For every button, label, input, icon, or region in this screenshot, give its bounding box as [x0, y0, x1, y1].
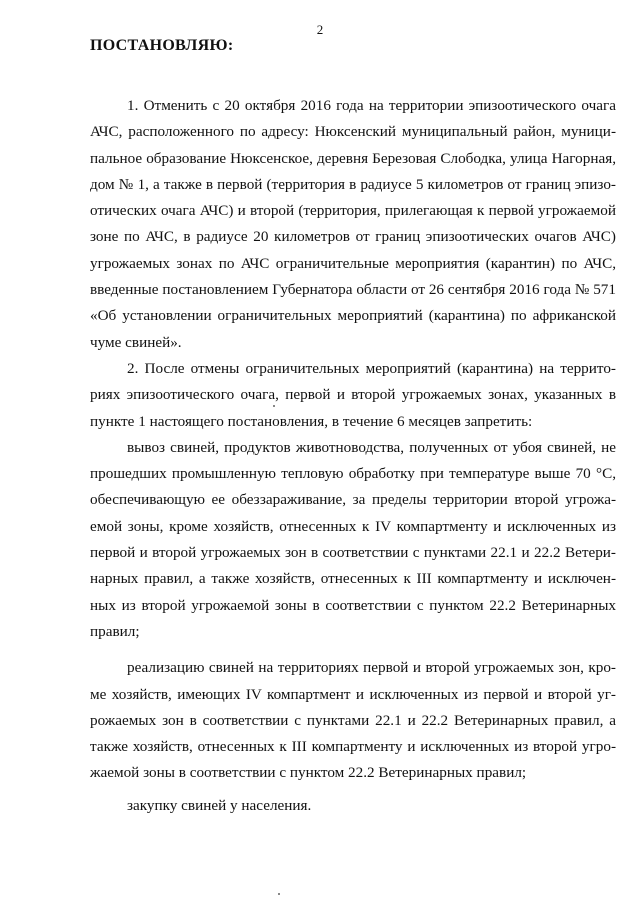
text-line: угрожаемых зонах по АЧС ограничительные мероприятия (карантин) по АЧС,: [90, 254, 616, 272]
text-line: емой зоны, кроме хозяйств, отнесенных к IV компартменту и исключенных из: [90, 517, 616, 535]
resolution-heading: ПОСТАНОВЛЯЮ:: [90, 37, 234, 54]
document-body: [90, 93, 616, 819]
paragraph-1: [90, 93, 616, 356]
text-line: пальное образование Нюксенское, деревня Березовая Слободка, улица Нагорная,: [90, 149, 616, 167]
text-line: вывоз свиней, продуктов животноводства, полученных от убоя свиней, не: [127, 438, 616, 456]
paragraph-4: [90, 655, 616, 786]
paragraph-2: [90, 356, 616, 435]
text-line: дом № 1, а также в первой (территория в радиусе 5 километров от границ эпизо-: [90, 175, 616, 193]
text-line: обеспечивающую ее обеззараживание, за пределы территории второй угрожа-: [90, 491, 616, 509]
text-line: 2. После отмены ограничительных мероприятий (карантина) на террито-: [127, 359, 616, 377]
text-line: реализацию свиней на территориях первой и второй угрожаемых зон, кро-: [127, 659, 616, 677]
text-line: рожаемых зон в соответствии с пунктами 22.1 и 22.2 Ветеринарных правил, а: [90, 711, 616, 729]
text-line: закупку свиней у населения.: [127, 796, 312, 814]
scan-speck: [278, 893, 280, 895]
text-line: отических очага АЧС) и второй (территория, прилегающая к первой угрожаемой: [90, 202, 616, 220]
text-line: также хозяйств, отнесенных к III компартменту и исключенных из второй угро-: [90, 738, 616, 756]
text-line: 1. Отменить с 20 октября 2016 года на территории эпизоотического очага: [127, 97, 616, 114]
text-line: первой и второй угрожаемых зон в соответствии с пунктами 22.1 и 22.2 Ветери-: [90, 544, 616, 562]
text-line: «Об установлении ограничительных мероприятий (карантина) по африканской: [90, 307, 616, 325]
text-line: чуме свиней».: [90, 333, 182, 351]
text-line: жаемой зоны в соответствии с пунктом 22.2 Ветеринарных правил;: [90, 764, 527, 782]
text-line: зоне по АЧС, в радиусе 20 километров от границ эпизоотических очагов АЧС): [90, 228, 616, 246]
text-line: АЧС, расположенного по адресу: Нюксенский муниципальный район, муници-: [90, 123, 616, 141]
text-line: ных из второй угрожаемой зоны в соответствии с пунктом 22.2 Ветеринарных: [90, 596, 616, 614]
text-line: прошедших промышленную тепловую обработку при температуре выше 70 °С,: [90, 465, 616, 483]
paragraph-3: [90, 435, 616, 645]
text-line: пункте 1 настоящего постановления, в течение 6 месяцев запретить:: [90, 412, 533, 430]
paragraph-5: [90, 793, 616, 819]
text-line: ме хозяйств, имеющих IV компартмент и исключенных из первой и второй уг-: [90, 685, 616, 703]
text-line: риях эпизоотического очага, первой и второй угрожаемых зонах, указанных в: [90, 386, 616, 404]
text-line: нарных правил, а также хозяйств, отнесенных к III компартменту и исключен-: [90, 570, 616, 588]
scan-speck: [273, 405, 275, 407]
text-line: введенные постановлением Губернатора области от 26 сентября 2016 года № 571: [90, 281, 616, 299]
text-line: правил;: [90, 622, 140, 640]
paragraph-spacer: [90, 645, 616, 655]
page-number: 2: [316, 22, 324, 37]
